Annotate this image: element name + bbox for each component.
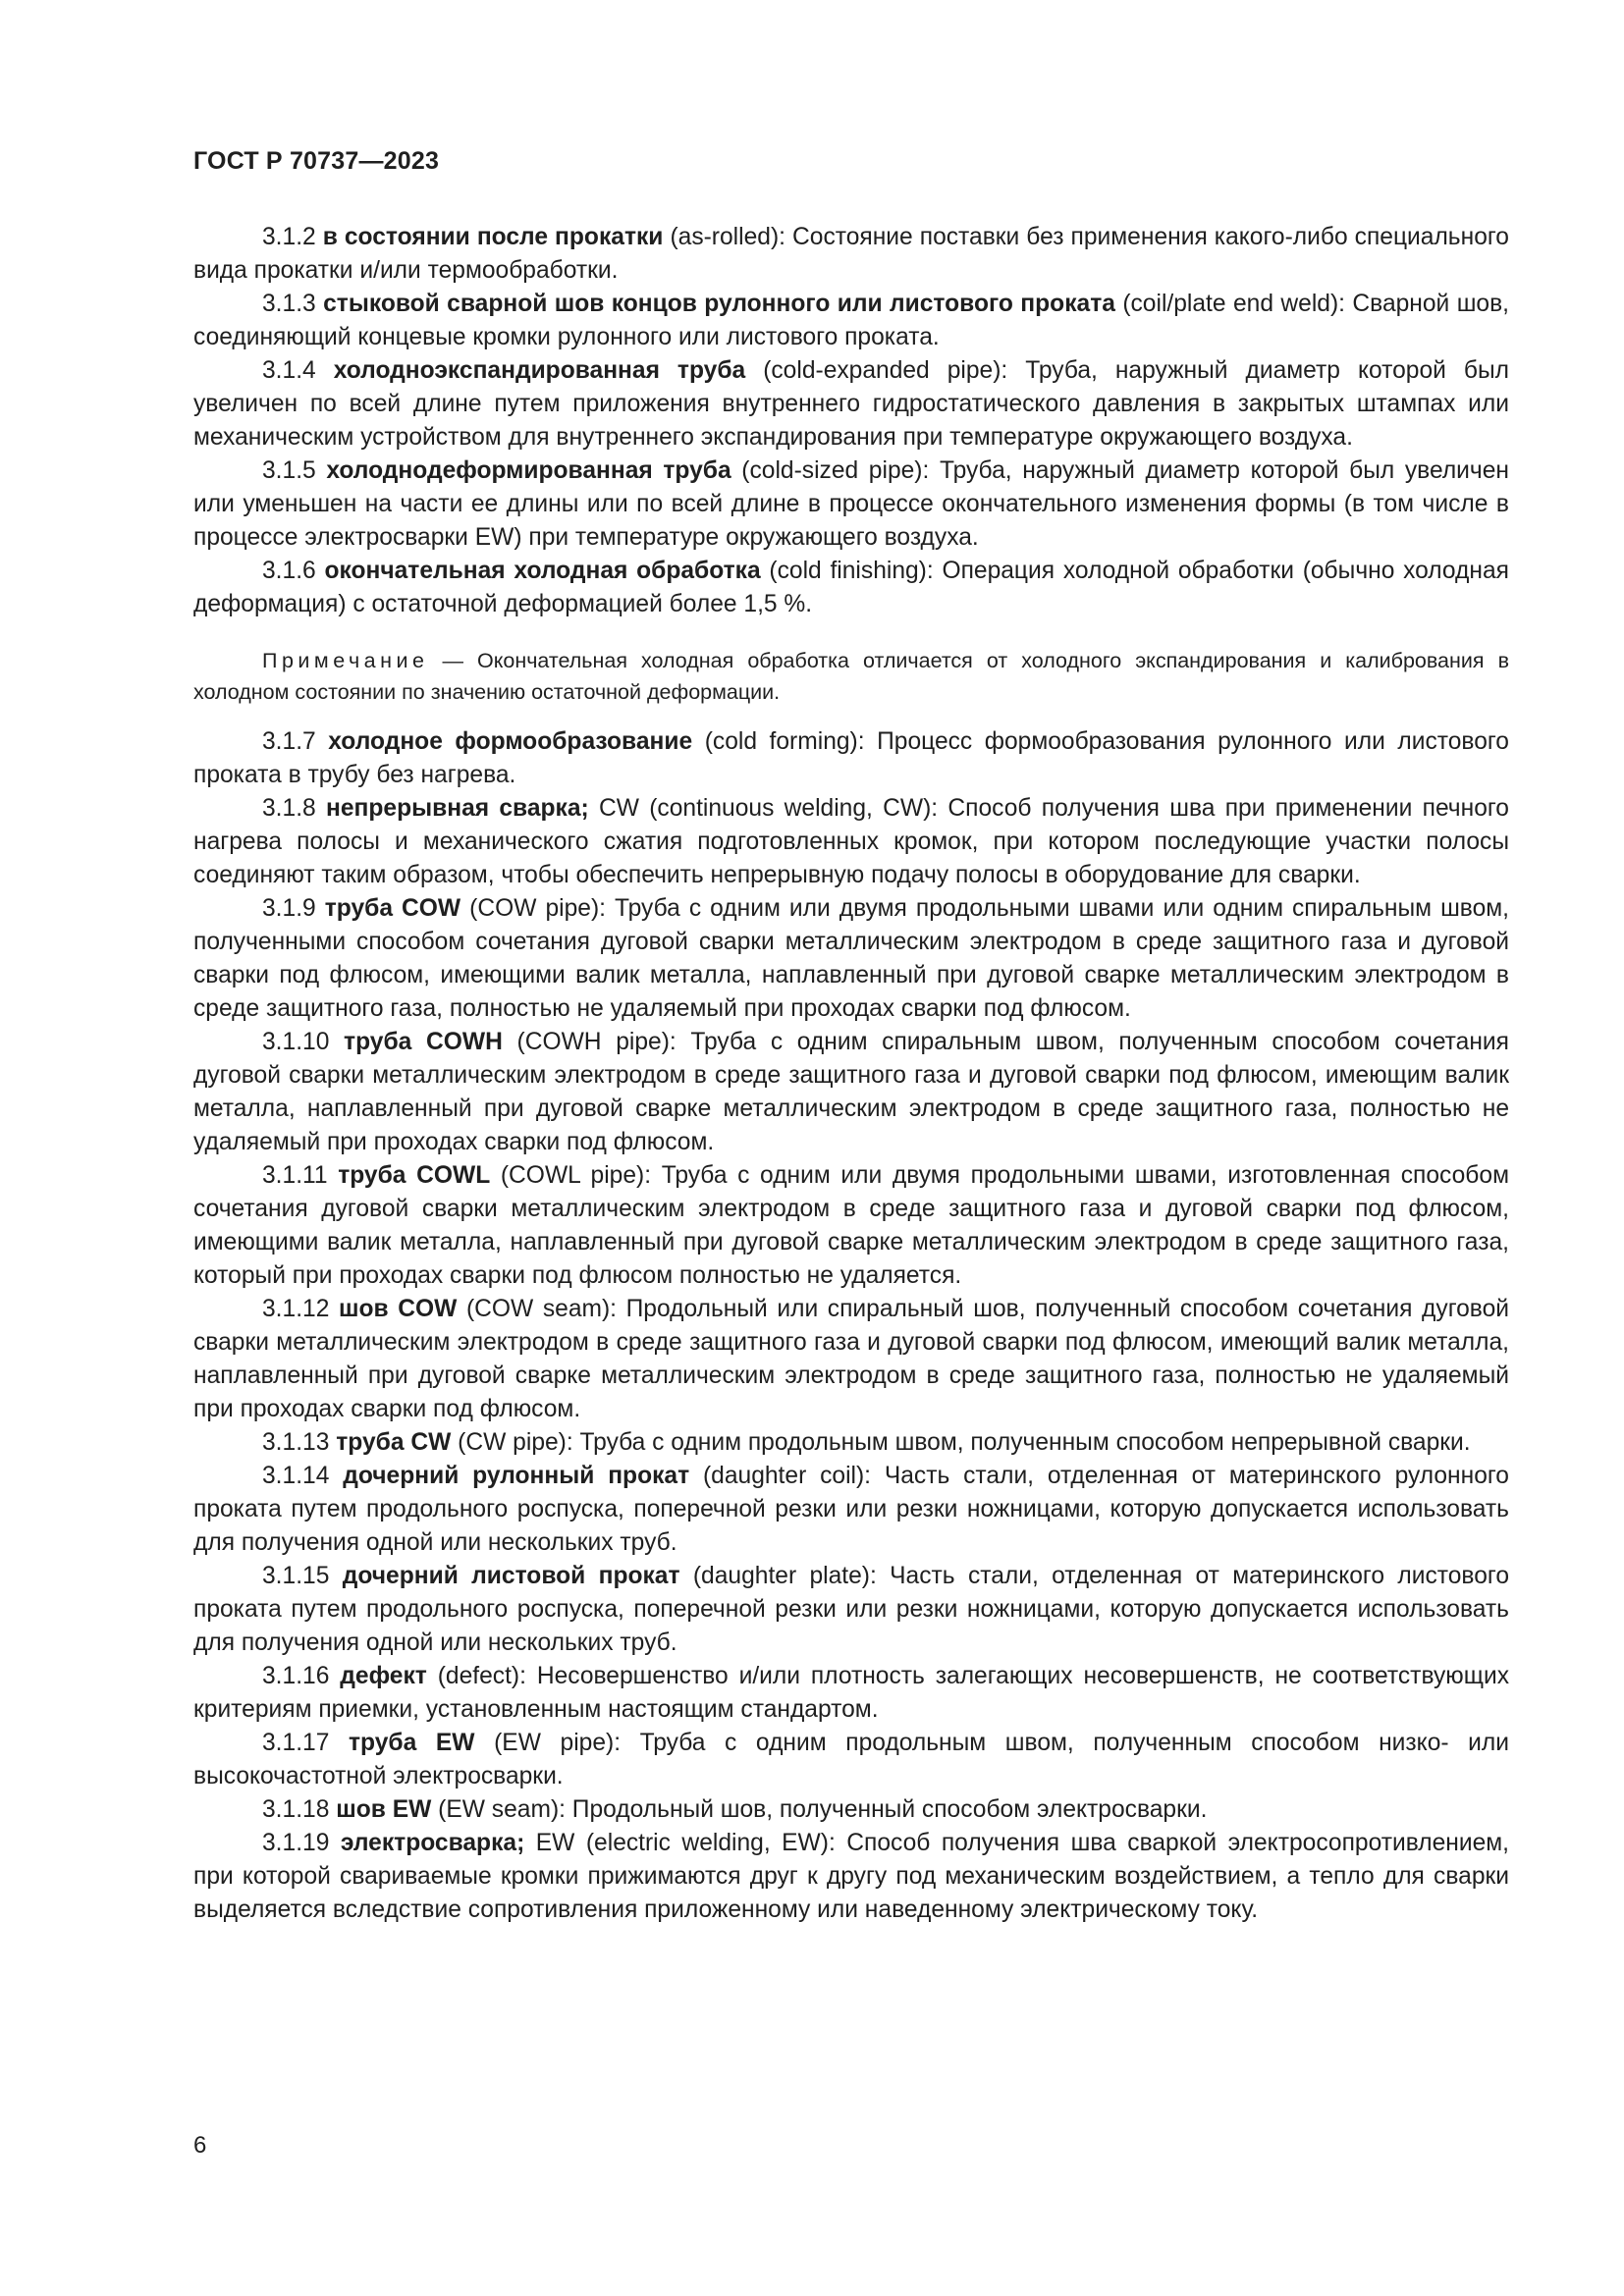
term-title: дочерний рулонный прокат	[343, 1463, 690, 1489]
term-definition: (cold-expanded pipe): Труба, наружный диаметр которой был увеличен по всей длине путем приложения внутреннего гидростатического давления в закрытых штампах или механическим устройством для внутреннего экспандирования при температуре окружающего воздуха.	[193, 357, 1509, 451]
terms-group-1	[193, 221, 1509, 621]
note-text: — Окончательная холодная обработка отличается от холодного экспандирования и калибрования в холодном состоянии по значению остаточной деформации.	[193, 649, 1509, 704]
term-definition: (COW pipe): Труба с одним или двумя продольными швами или одним спиральным швом, полученными способом сочетания дуговой сварки металлическим электродом в среде защитного газа и дуговой сварки под флюсом, имеющими валик металла, наплавленный при дуговой сварке металлическим электродом в среде защитного газа, полностью не удаляемый при проходах сварки под флюсом.	[193, 895, 1510, 1022]
term-title: дефект	[340, 1663, 427, 1689]
term-entry	[193, 1426, 1509, 1460]
term-number: 3.1.16	[262, 1663, 330, 1689]
term-entry	[193, 1793, 1509, 1827]
term-title: труба COWH	[344, 1029, 503, 1055]
note-label: Примечание	[262, 649, 429, 672]
term-entry	[193, 454, 1509, 555]
term-entry	[193, 1560, 1509, 1660]
term-definition: (daughter coil): Часть стали, отделенная от материнского рулонного проката путем продольного роспуска, поперечной резки или резки ножницами, которую допускается использовать для получения одной или нескольких труб.	[193, 1463, 1509, 1556]
note-paragraph	[193, 645, 1509, 708]
term-definition: (defect): Несовершенство и/или плотность залегающих несовершенств, не соответствующих критериям приемки, установленным настоящим стандартом.	[193, 1663, 1509, 1723]
term-number: 3.1.12	[262, 1296, 330, 1322]
term-number: 3.1.15	[262, 1563, 330, 1589]
term-number: 3.1.17	[262, 1730, 330, 1756]
term-number: 3.1.3	[262, 291, 316, 317]
term-title: холодноэкспандированная труба	[333, 357, 746, 384]
term-entry	[193, 221, 1509, 288]
term-entry	[193, 792, 1509, 892]
term-entry	[193, 1159, 1509, 1293]
term-title: электросварка;	[340, 1830, 525, 1856]
term-title: труба COW	[324, 895, 461, 922]
term-definition: (coil/plate end weld): Сварной шов, соединяющий концевые кромки рулонного или листового проката.	[193, 291, 1509, 350]
term-entry	[193, 725, 1509, 792]
term-number: 3.1.6	[262, 558, 316, 584]
term-definition: (CW pipe): Труба с одним продольным швом, полученным способом непрерывной сварки.	[451, 1429, 1471, 1456]
term-definition: CW (continuous welding, CW): Способ получения шва при применении печного нагрева полосы и механического сжатия подготовленных кромок, при котором последующие участки полосы соединяют таким образом, чтобы обеспечить непрерывную подачу полосы в оборудование для сварки.	[193, 795, 1509, 888]
term-number: 3.1.9	[262, 895, 316, 922]
term-title: труба CW	[336, 1429, 452, 1456]
term-title: непрерывная сварка;	[325, 795, 589, 822]
term-entry	[193, 1827, 1509, 1927]
term-title: труба COWL	[338, 1162, 491, 1189]
term-definition: (EW pipe): Труба с одним продольным швом, полученным способом низко- или высокочастотной электросварки.	[193, 1730, 1510, 1789]
term-definition: (COW seam): Продольный или спиральный шов, полученный способом сочетания дуговой сварки металлическим электродом в среде защитного газа и дуговой сварки под флюсом, имеющий валик металла, наплавленный при дуговой сварке металлическим электродом в среде защитного газа, полностью не удаляемый при проходах сварки под флюсом.	[193, 1296, 1510, 1422]
term-definition: (as-rolled): Состояние поставки без применения какого-либо специального вида прокатки и/или термообработки.	[193, 224, 1509, 284]
term-entry	[193, 288, 1509, 354]
term-title: окончательная холодная обработка	[324, 558, 761, 584]
term-title: стыковой сварной шов концов рулонного или листового проката	[323, 291, 1115, 317]
term-number: 3.1.7	[262, 728, 316, 755]
term-definition: (cold forming): Процесс формообразования рулонного или листового проката в трубу без нагрева.	[193, 728, 1509, 788]
page-number: 6	[193, 2132, 207, 2159]
term-definition: (cold-sized pipe): Труба, наружный диаметр которой был увеличен или уменьшен на части ее длины или по всей длине в процессе окончательного изменения формы (в том числе в процессе электросварки EW) при температуре окружающего воздуха.	[193, 457, 1509, 551]
term-title: шов COW	[339, 1296, 458, 1322]
term-entry	[193, 1460, 1509, 1560]
term-number: 3.1.11	[262, 1162, 328, 1189]
term-entry	[193, 1727, 1509, 1793]
term-entry	[193, 555, 1509, 621]
term-definition: (COWL pipe): Труба с одним или двумя продольными швами, изготовленная способом сочетания дуговой сварки металлическим электродом в среде защитного газа и дуговой сварки под флюсом, имеющими валик металла, наплавленный при дуговой сварке металлическим электродом в среде защитного газа, который при проходах сварки под флюсом полностью не удаляется.	[193, 1162, 1509, 1289]
term-title: холодное формообразование	[328, 728, 693, 755]
term-entry	[193, 354, 1509, 454]
term-number: 3.1.14	[262, 1463, 330, 1489]
term-definition: (COWH pipe): Труба с одним спиральным швом, полученным способом сочетания дуговой сварки металлическим электродом в среде защитного газа и дуговой сварки под флюсом, имеющим валик металла, наплавленный при дуговой сварке металлическим электродом в среде защитного газа, полностью не удаляемый при проходах сварки под флюсом.	[193, 1029, 1509, 1155]
term-number: 3.1.2	[262, 224, 316, 250]
term-number: 3.1.5	[262, 457, 316, 484]
term-number: 3.1.18	[262, 1796, 330, 1823]
term-number: 3.1.19	[262, 1830, 330, 1856]
term-entry	[193, 1660, 1509, 1727]
term-title: шов EW	[336, 1796, 432, 1823]
term-definition: EW (electric welding, EW): Способ получения шва сваркой электросопротивлением, при которой свариваемые кромки прижимаются друг к другу под механическим воздействием, а тепло для сварки выделяется вследствие сопротивления приложенному или наведенному электрическому току.	[193, 1830, 1509, 1923]
term-definition: (daughter plate): Часть стали, отделенная от материнского листового проката путем продольного роспуска, поперечной резки или резки ножницами, которую допускается использовать для получения одной или нескольких труб.	[193, 1563, 1509, 1656]
term-number: 3.1.4	[262, 357, 316, 384]
terms-group-2	[193, 725, 1509, 1927]
term-title: в состоянии после прокатки	[322, 224, 664, 250]
document-code-header: ГОСТ Р 70737—2023	[193, 147, 440, 175]
term-number: 3.1.13	[262, 1429, 330, 1456]
term-number: 3.1.10	[262, 1029, 330, 1055]
terms-content	[193, 221, 1509, 1927]
term-definition: (cold finishing): Операция холодной обработки (обычно холодная деформация) с остаточной деформацией более 1,5 %.	[193, 558, 1509, 617]
term-entry	[193, 892, 1509, 1026]
term-title: холоднодеформированная труба	[326, 457, 731, 484]
term-title: дочерний листовой прокат	[342, 1563, 680, 1589]
term-definition: (EW seam): Продольный шов, полученный способом электросварки.	[431, 1796, 1208, 1823]
term-entry	[193, 1293, 1509, 1426]
term-entry	[193, 1026, 1509, 1159]
term-title: труба EW	[349, 1730, 475, 1756]
term-number: 3.1.8	[262, 795, 316, 822]
